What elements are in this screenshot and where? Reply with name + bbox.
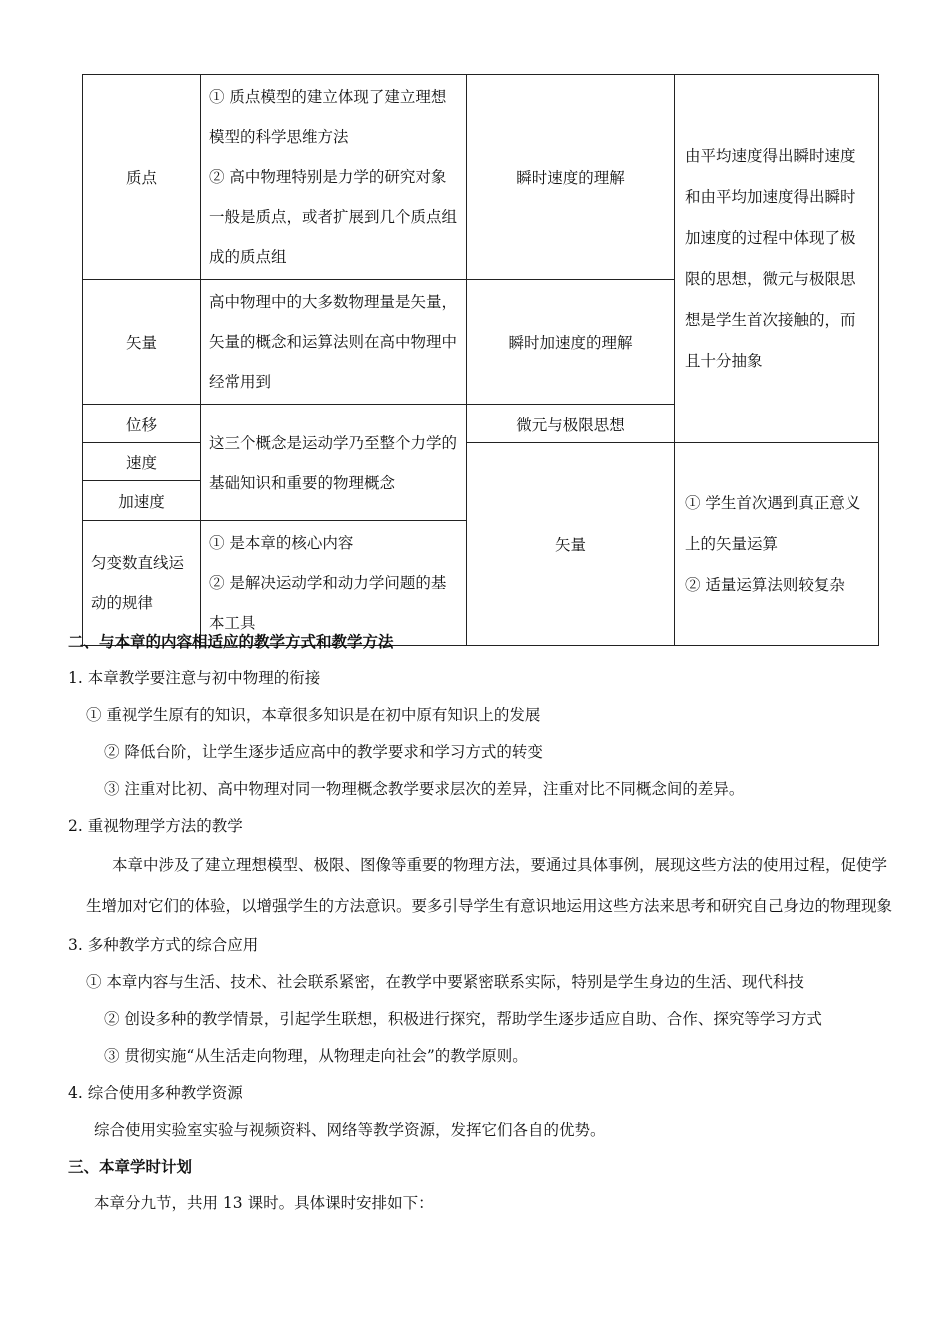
difficulty-cell: 矢量	[467, 443, 675, 646]
concept-cell: 矢量	[83, 280, 201, 405]
list-item: ② 降低台阶，让学生逐步适应高中的教学要求和学习方式的转变	[104, 743, 543, 761]
section-heading: 三、本章学时计划	[68, 1157, 193, 1176]
difficulty-cell: 瞬时速度的理解	[467, 75, 675, 280]
document-body	[68, 624, 898, 1222]
list-item: ① 重视学生原有的知识，本章很多知识是在初中原有知识上的发展	[86, 706, 541, 724]
paragraph: 本章中涉及了建立理想模型、极限、图像等重要的物理方法，要通过具体事例，展现这些方法的使用过程，促使学生增加对它们的体验，以增强学生的方法意识。要多引导学生有意识地运用这些方法来思考和研究自己身边的物理现象	[86, 856, 893, 915]
concept-cell: 加速度	[83, 481, 201, 521]
paragraph: 综合使用实验室实验与视频资料、网络等教学资源，发挥它们各自的优势。	[94, 1121, 606, 1139]
concept-cell: 速度	[83, 443, 201, 481]
analysis-table	[82, 74, 879, 646]
group-significance-cell: 这三个概念是运动学乃至整个力学的基础知识和重要的物理概念	[201, 405, 467, 521]
concept-cell: 位移	[83, 405, 201, 443]
item-title: 2. 重视物理学方法的教学	[68, 817, 243, 835]
list-item: ③ 注重对比初、高中物理对同一物理概念教学要求层次的差异，注重对比不同概念间的差异。	[104, 780, 745, 798]
difficulty-cell: 微元与极限思想	[467, 405, 675, 443]
list-item: ② 创设多种的教学情景，引起学生联想，积极进行探究，帮助学生逐步适应自助、合作、探究等学习方式	[104, 1010, 822, 1028]
list-item: ① 本章内容与生活、技术、社会联系紧密，在教学中要紧密联系实际，特别是学生身边的生活、现代科技	[86, 973, 804, 991]
reason-cell: 由平均速度得出瞬时速度和由平均加速度得出瞬时加速度的过程中体现了极限的思想，微元与极限思想是学生首次接触的，而且十分抽象	[675, 75, 879, 443]
section-heading: 二、与本章的内容相适应的教学方式和教学方法	[68, 632, 394, 651]
significance-cell: 高中物理中的大多数物理量是矢量，矢量的概念和运算法则在高中物理中经常用到	[201, 280, 467, 405]
item-title: 4. 综合使用多种教学资源	[68, 1084, 243, 1102]
item-title: 1. 本章教学要注意与初中物理的衔接	[68, 669, 321, 687]
paragraph: 本章分九节，共用 13 课时。具体课时安排如下：	[94, 1194, 434, 1212]
concept-cell: 匀变数直线运动的规律	[83, 521, 201, 646]
reason-cell: ① 学生首次遇到真正意义上的矢量运算 ② 适量运算法则较复杂	[675, 443, 879, 646]
significance-cell: ① 质点模型的建立体现了建立理想模型的科学思维方法 ② 高中物理特别是力学的研究对象一般是质点，或者扩展到几个质点组成的质点组	[201, 75, 467, 280]
difficulty-cell: 瞬时加速度的理解	[467, 280, 675, 405]
list-item: ③ 贯彻实施“从生活走向物理，从物理走向社会”的教学原则。	[104, 1047, 528, 1065]
item-title: 3. 多种教学方式的综合应用	[68, 936, 259, 954]
concept-cell: 质点	[83, 75, 201, 280]
significance-cell: ① 是本章的核心内容 ② 是解决运动学和动力学问题的基本工具	[201, 521, 467, 646]
